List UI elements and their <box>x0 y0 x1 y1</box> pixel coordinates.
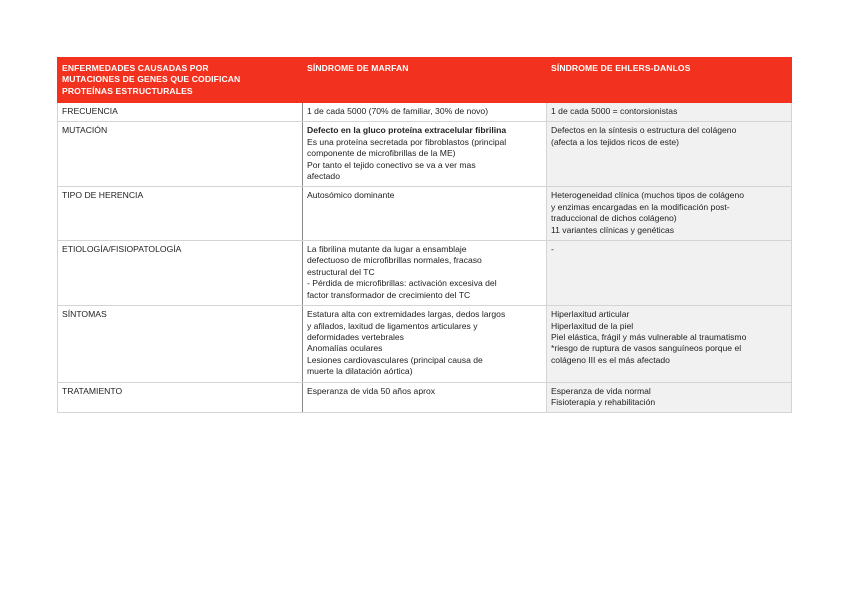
cell-line: colágeno III es el más afectado <box>551 354 670 365</box>
header-line: MUTACIONES DE GENES QUE CODIFICAN <box>62 74 241 85</box>
cell-line: Defectos en la síntesis o estructura del colágeno <box>551 125 737 136</box>
header-ehlers-danlos <box>547 58 792 103</box>
row-label-text: TIPO DE HERENCIA <box>62 190 144 201</box>
ehlers-cell <box>547 241 792 306</box>
cell-line: y afilados, laxitud de ligamentos articulares y <box>307 320 478 331</box>
header-line: SÍNDROME DE EHLERS-DANLOS <box>551 63 691 73</box>
marfan-cell <box>303 187 547 241</box>
row-label-text: TRATAMIENTO <box>62 385 123 396</box>
marfan-cell <box>303 103 547 122</box>
row-label <box>58 122 303 187</box>
ehlers-cell <box>547 122 792 187</box>
cell-line: afectado <box>307 171 340 182</box>
cell-line: Por tanto el tejido conectivo se va a ver mas <box>307 159 476 170</box>
ehlers-cell <box>547 187 792 241</box>
table-row <box>58 187 792 241</box>
cell-line: Lesiones cardiovasculares (principal causa de <box>307 354 483 365</box>
cell-line: componente de microfibrillas de la ME) <box>307 148 456 159</box>
cell-line: - <box>551 244 554 255</box>
row-label <box>58 306 303 382</box>
cell-line: estructural del TC <box>307 266 375 277</box>
cell-line: defectuoso de microfibrillas normales, fracaso <box>307 255 482 266</box>
ehlers-cell <box>547 306 792 382</box>
row-label-text: FRECUENCIA <box>62 106 118 116</box>
header-diseases <box>58 58 303 103</box>
cell-line: Defecto en la gluco proteína extracelular fibrilina <box>307 125 507 136</box>
cell-line: 1 de cada 5000 (70% de familiar, 30% de novo) <box>307 106 489 116</box>
row-label <box>58 241 303 306</box>
cell-line: Piel elástica, frágil y más vulnerable al traumatismo <box>551 331 747 342</box>
table-row <box>58 382 792 413</box>
row-label-text: MUTACIÓN <box>62 125 108 136</box>
table-row <box>58 306 792 382</box>
cell-line: factor transformador de crecimiento del TC <box>307 289 471 300</box>
ehlers-cell <box>547 382 792 413</box>
cell-line: Es una proteína secretada por fibroblastos (principal <box>307 136 507 147</box>
cell-line: Hiperlaxitud de la piel <box>551 320 634 331</box>
cell-line: traduccional de dichos colágeno) <box>551 213 677 224</box>
cell-line: Hiperlaxitud articular <box>551 309 630 320</box>
marfan-cell <box>303 382 547 413</box>
cell-line: Esperanza de vida normal <box>551 385 651 396</box>
table-row <box>58 103 792 122</box>
marfan-cell <box>303 241 547 306</box>
cell-line: Anomalías oculares <box>307 343 383 354</box>
row-label-text: SÍNTOMAS <box>62 309 107 320</box>
cell-line: (afecta a los tejidos ricos de este) <box>551 136 680 147</box>
cell-line: y enzimas encargadas en la modificación post- <box>551 201 730 212</box>
table-header-row <box>58 58 792 103</box>
header-line: PROTEÍNAS ESTRUCTURALES <box>62 85 193 96</box>
row-label-text: ETIOLOGÍA/FISIOPATOLOGÍA <box>62 244 182 255</box>
table-row <box>58 122 792 187</box>
header-line: ENFERMEDADES CAUSADAS POR <box>62 63 209 73</box>
cell-line: Fisioterapia y rehabilitación <box>551 396 656 407</box>
marfan-cell <box>303 122 547 187</box>
row-label <box>58 382 303 413</box>
header-marfan <box>303 58 547 103</box>
row-label <box>58 187 303 241</box>
cell-line: Heterogeneidad clínica (muchos tipos de colágeno <box>551 190 745 201</box>
cell-line: - Pérdida de microfibrillas: activación excesiva del <box>307 278 497 289</box>
cell-line: 11 variantes clínicas y genéticas <box>551 224 675 235</box>
cell-line: 1 de cada 5000 = contorsionistas <box>551 106 678 116</box>
cell-line: deformidades vertebrales <box>307 331 404 342</box>
cell-line: Esperanza de vida 50 años aprox <box>307 385 436 396</box>
cell-line: muerte la dilatación aórtica) <box>307 366 413 377</box>
cell-line: Autosómico dominante <box>307 190 395 201</box>
row-label <box>58 103 303 122</box>
marfan-cell <box>303 306 547 382</box>
disease-comparison-table <box>57 57 792 413</box>
table-row <box>58 241 792 306</box>
cell-line: Estatura alta con extremidades largas, dedos largos <box>307 309 506 320</box>
cell-line: *riesgo de ruptura de vasos sanguíneos porque el <box>551 343 742 354</box>
ehlers-cell <box>547 103 792 122</box>
header-line: SÍNDROME DE MARFAN <box>307 63 409 73</box>
cell-line: La fibrilina mutante da lugar a ensamblaje <box>307 244 467 255</box>
